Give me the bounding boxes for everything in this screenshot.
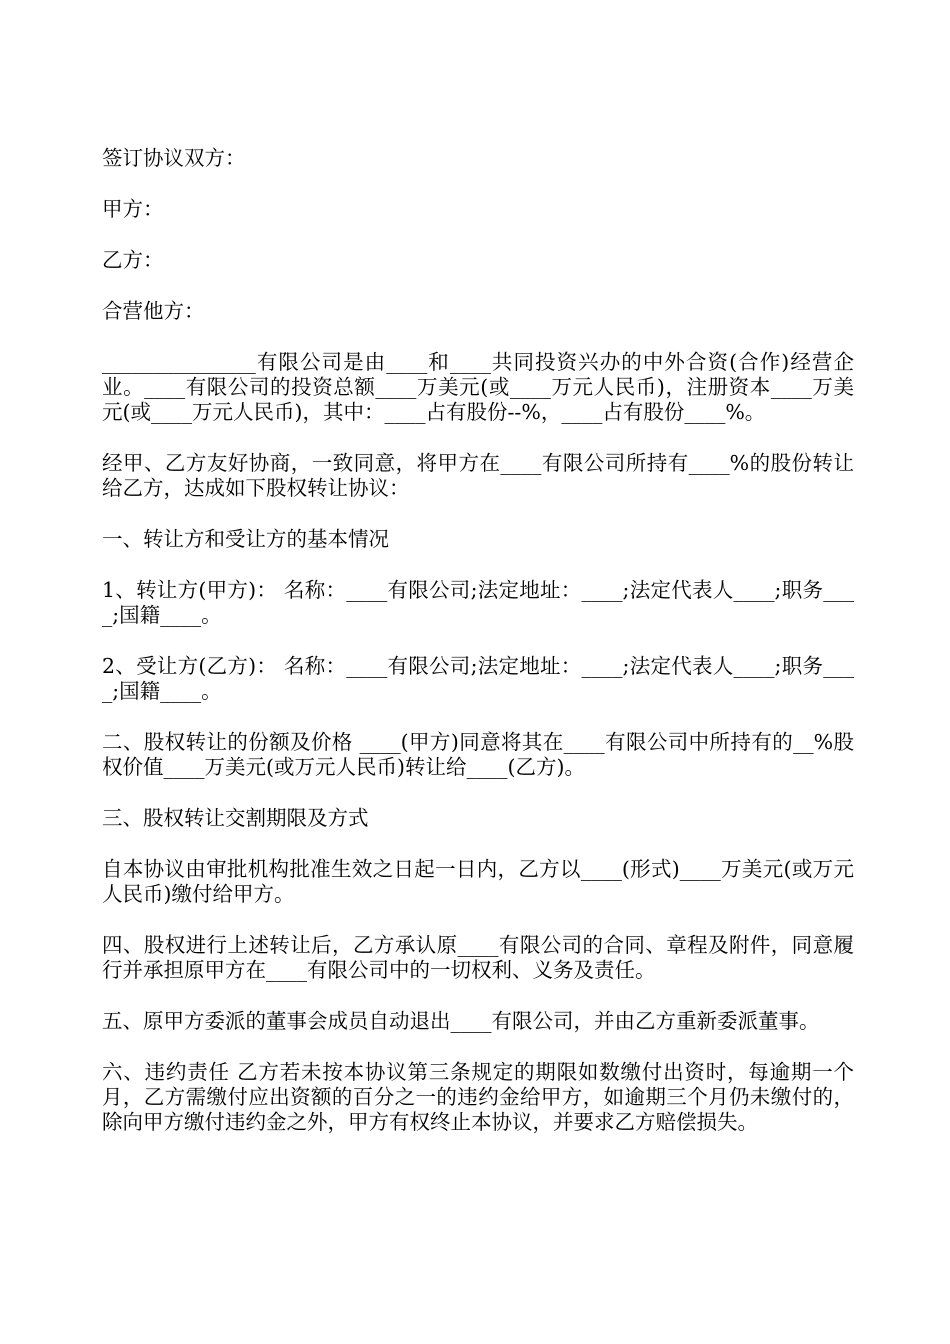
transferor-info-paragraph: 1、转让方(甲方)： 名称：____有限公司;法定地址：____;法定代表人____;职务____;国籍____。 bbox=[102, 578, 854, 627]
company-background-paragraph: _______________有限公司是由____和____共同投资兴办的中外合资(合作)经营企业。____有限公司的投资总额____万美元(或____万元人民币)，注册资本____万美元(或____万元人民币)，其中：____占有股份--%，____占有股份____%。 bbox=[102, 350, 854, 424]
signing-parties-heading: 签订协议双方： bbox=[102, 146, 246, 170]
section-6-paragraph: 六、违约责任 乙方若未按本协议第三条规定的期限如数缴付出资时，每逾期一个月，乙方需缴付应出资额的百分之一的违约金给甲方，如逾期三个月仍未缴付的，除向甲方缴付违约金之外，甲方有权终止本协议，并要求乙方赔偿损失。 bbox=[102, 1060, 854, 1134]
section-4-paragraph: 四、股权进行上述转让后，乙方承认原____有限公司的合同、章程及附件，同意履行并承担原甲方在____有限公司中的一切权利、义务及责任。 bbox=[102, 933, 854, 982]
document-body bbox=[102, 146, 854, 1161]
agreement-intro-paragraph: 经甲、乙方友好协商，一致同意，将甲方在____有限公司所持有____%的股份转让给乙方，达成如下股权转让协议： bbox=[102, 451, 854, 500]
section-1-heading: 一、转让方和受让方的基本情况 bbox=[102, 527, 389, 551]
party-b-line: 乙方： bbox=[102, 248, 164, 272]
other-party-line: 合营他方： bbox=[102, 299, 205, 323]
section-5-paragraph: 五、原甲方委派的董事会成员自动退出____有限公司，并由乙方重新委派董事。 bbox=[102, 1009, 820, 1033]
section-3-heading: 三、股权转让交割期限及方式 bbox=[102, 806, 369, 830]
payment-terms-paragraph: 自本协议由审批机构批准生效之日起一日内，乙方以____(形式)____万美元(或万元人民币)缴付给甲方。 bbox=[102, 857, 854, 906]
transferee-info-paragraph: 2、受让方(乙方)： 名称：____有限公司;法定地址：____;法定代表人____;职务____;国籍____。 bbox=[102, 654, 854, 703]
party-a-line: 甲方： bbox=[102, 197, 164, 221]
section-2-paragraph: 二、股权转让的份额及价格 ____(甲方)同意将其在____有限公司中所持有的__%股权价值____万美元(或万元人民币)转让给____(乙方)。 bbox=[102, 730, 854, 779]
